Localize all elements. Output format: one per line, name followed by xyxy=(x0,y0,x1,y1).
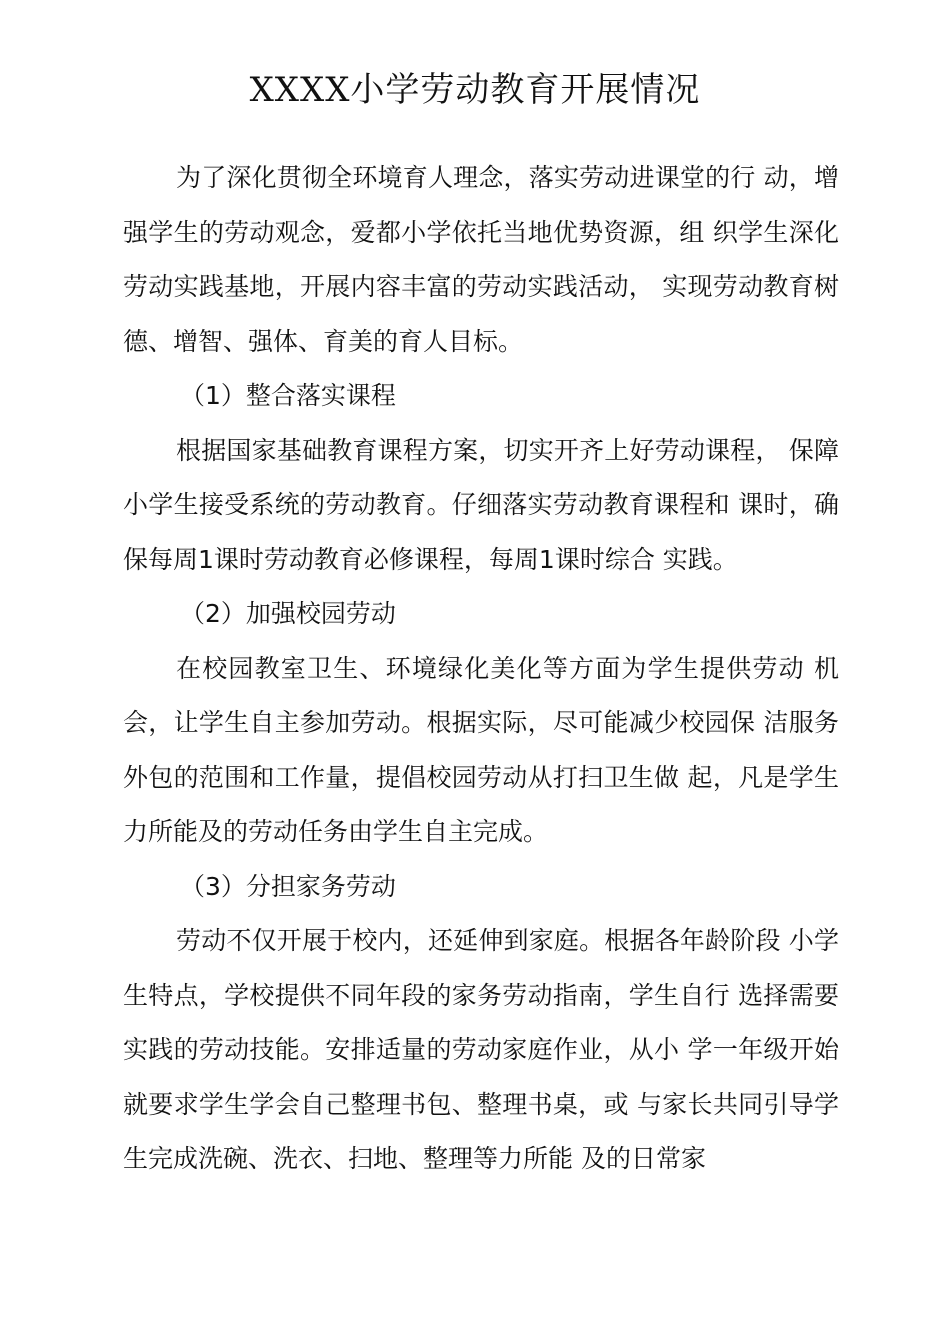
document-title: XXXX小学劳动教育开展情况 xyxy=(249,70,701,110)
intro-paragraph: 为了深化贯彻全环境育人理念，落实劳动进课堂的行 动，增强学生的劳动观念，爱都小学依托当地优势资源，组 织学生深化劳动实践基地，开展内容丰富的劳动实践活动， 实现劳动教育树德、增智、强体、育美的育人目标。 xyxy=(123,163,839,356)
section-paragraph-1: 根据国家基础教育课程方案，切实开齐上好劳动课程， 保障小学生接受系统的劳动教育。仔细落实劳动教育课程和 课时，确保每周1课时劳动教育必修课程，每周1课时综合 实践。 xyxy=(123,435,839,574)
section-heading-3: （3）分担家务劳动 xyxy=(180,871,396,901)
section-paragraph-2: 在校园教室卫生、环境绿化美化等方面为学生提供劳动 机会，让学生自主参加劳动。根据实际，尽可能减少校园保 洁服务外包的范围和工作量，提倡校园劳动从打扫卫生做 起，凡是学生力所能及的劳动任务由学生自主完成。 xyxy=(123,653,839,846)
section-paragraph-3: 劳动不仅开展于校内，还延伸到家庭。根据各年龄阶段 小学生特点，学校提供不同年段的家务劳动指南，学生自行 选择需要实践的劳动技能。安排适量的劳动家庭作业，从小 学一年级开始就要求学生学会自己整理书包、整理书桌，或 与家长共同引导学生完成洗碗、洗衣、扫地、整理等力所能 及的日常家 xyxy=(123,926,839,1173)
section-heading-2: （2）加强校园劳动 xyxy=(180,599,396,628)
section-heading-1: （1）整合落实课程 xyxy=(180,381,396,410)
document-body xyxy=(123,151,839,1187)
